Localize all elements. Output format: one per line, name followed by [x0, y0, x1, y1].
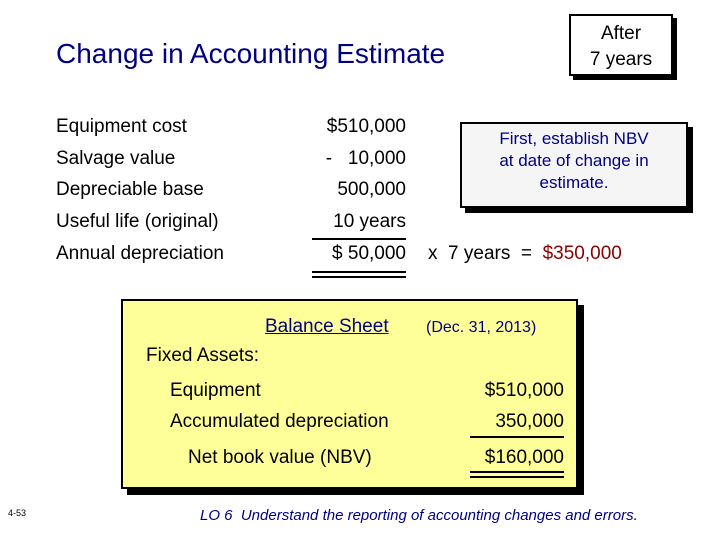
label-depreciable-base: Depreciable base — [56, 179, 204, 200]
label-equipment-cost: Equipment cost — [56, 116, 187, 137]
bs-accum-label: Accumulated depreciation — [170, 411, 389, 432]
balance-sheet-date: (Dec. 31, 2013) — [426, 319, 537, 336]
nbv-note-box — [460, 122, 688, 208]
nbv-note-line2: at date of change in — [499, 151, 649, 170]
fixed-assets-heading: Fixed Assets: — [146, 345, 259, 366]
nbv-note-line1: First, establish NBV — [499, 129, 649, 148]
calc-result: $350,000 — [542, 243, 622, 264]
bs-double-underline-2 — [470, 476, 564, 478]
balance-sheet-title: Balance Sheet — [265, 316, 389, 337]
label-annual-depreciation: Annual depreciation — [56, 243, 224, 264]
bs-equipment-label: Equipment — [170, 380, 261, 401]
bs-accum-value: 350,000 — [495, 411, 564, 432]
bs-nbv-label: Net book value (NBV) — [188, 447, 372, 468]
bs-nbv-value: $160,000 — [484, 447, 564, 468]
value-annual-depreciation: $ 50,000 — [332, 243, 406, 264]
value-depreciable-base: 500,000 — [337, 179, 406, 200]
bs-equipment-value: $510,000 — [484, 380, 564, 401]
label-useful-life: Useful life (original) — [56, 211, 219, 232]
after-box-line1: After — [600, 23, 642, 44]
label-salvage-value: Salvage value — [56, 148, 176, 169]
underline-annual — [312, 238, 406, 240]
bs-double-underline-1 — [470, 471, 564, 473]
double-underline-2 — [312, 276, 406, 278]
page-number: 4-53 — [8, 508, 27, 518]
nbv-note-line3: estimate. — [539, 173, 609, 192]
learning-objective-footer: LO 6 Understand the reporting of accounting changes and errors. — [200, 507, 638, 524]
after-box-line2: 7 years — [589, 49, 653, 70]
accumulated-calc — [428, 243, 622, 265]
slide-title: Change in Accounting Estimate — [56, 38, 446, 69]
value-equipment-cost: $510,000 — [326, 116, 406, 137]
value-salvage-value: - 10,000 — [325, 148, 406, 169]
double-underline-1 — [312, 271, 406, 273]
after-years-box — [569, 14, 673, 76]
value-useful-life: 10 years — [333, 211, 406, 232]
calc-prefix: x 7 years = — [428, 243, 543, 264]
bs-underline — [470, 436, 564, 438]
